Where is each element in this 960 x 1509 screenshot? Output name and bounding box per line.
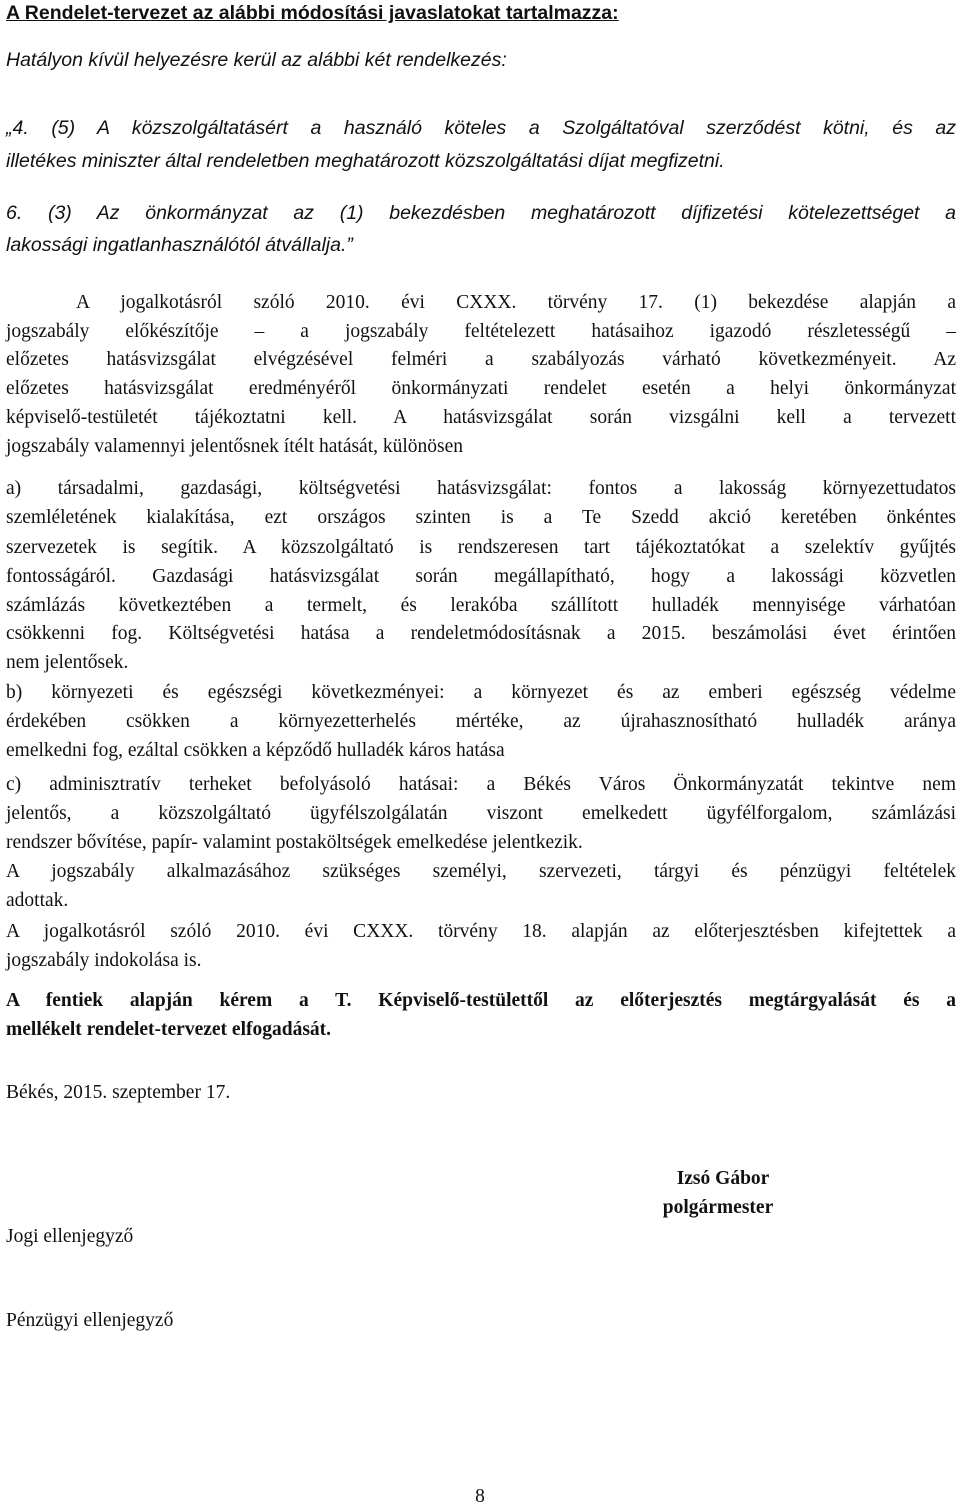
text-line: illetékes miniszter által rendeletben meghatározott közszolgáltatási díjat megfizetni.	[6, 150, 725, 172]
signer-name: Izsó Gábor	[676, 1168, 770, 1189]
text-line: A jogszabály alkalmazásához szükséges személyi, szervezeti, tárgyi és pénzügyi feltételek	[6, 861, 956, 882]
text-line: előzetes hatásvizsgálat elvégzésével felméri a szabályozás várható következményeit. Az	[6, 349, 956, 370]
text-line: fontosságáról. Gazdasági hatásvizsgálat során megállapítható, hogy a lakossági közvetlen	[6, 566, 956, 587]
text-line: jogszabály indokolása is.	[6, 950, 202, 971]
text-line: lakossági ingatlanhasználótól átvállalja.”	[6, 234, 353, 256]
financial-countersign-label: Pénzügyi ellenjegyző	[6, 1310, 174, 1331]
text-line: érdekében csökken a környezetterhelés mértéke, az újrahasznosítható hulladék aránya	[6, 711, 956, 732]
legal-countersign-label: Jogi ellenjegyző	[6, 1226, 134, 1247]
text-line: b) környezeti és egészségi következményei: a környezet és az emberi egészség védelme	[6, 682, 956, 703]
text-line: a) társadalmi, gazdasági, költségvetési hatásvizsgálat: fontos a lakosság környezettudatos	[6, 478, 956, 499]
text-line: c) adminisztratív terheket befolyásoló hatásai: a Békés Város Önkormányzatát tekintve nem	[6, 774, 956, 795]
document-date: Békés, 2015. szeptember 17.	[6, 1082, 231, 1103]
text-line: szervezetek is segítik. A közszolgáltató is rendszeresen tart tájékoztatókat a szelektív gyűjtés	[6, 537, 956, 558]
text-line: A fentiek alapján kérem a T. Képviselő-testülettől az előterjesztés megtárgyalását és a	[6, 990, 956, 1011]
intro-text: Hatályon kívül helyezésre kerül az alábbi két rendelkezés:	[6, 49, 507, 71]
section-heading: A Rendelet-tervezet az alábbi módosítási javaslatokat tartalmazza:	[6, 2, 619, 24]
text-line: előzetes hatásvizsgálat eredményéről önkormányzati rendelet esetén a helyi önkormányzat	[6, 378, 956, 399]
text-line: jogszabály valamennyi jelentősnek ítélt hatását, különösen	[6, 436, 464, 457]
text-line: szemléletének kialakítása, ezt országos szinten is a Te Szedd akció keretében önkéntes	[6, 507, 956, 528]
text-line: A jogalkotásról szóló 2010. évi CXXX. törvény 17. (1) bekezdése alapján a	[76, 292, 956, 313]
text-line: „4. (5) A közszolgáltatásért a használó köteles a Szolgáltatóval szerződést kötni, és az	[6, 117, 956, 139]
text-line: mellékelt rendelet-tervezet elfogadását.	[6, 1019, 332, 1040]
text-line: rendszer bővítése, papír- valamint postaköltségek emelkedése jelentkezik.	[6, 832, 583, 853]
text-line: számlázás következtében a termelt, és lerakóba szállított hulladék mennyisége várhatóan	[6, 595, 956, 616]
text-line: jogszabály előkészítője – a jogszabály feltételezett hatásaihoz igazodó részletességű –	[6, 321, 956, 342]
text-line: emelkedni fog, ezáltal csökken a képződő hulladék káros hatása	[6, 740, 505, 761]
text-line: képviselő-testületét tájékoztatni kell. A hatásvizsgálat során vizsgálni kell a tervezett	[6, 407, 956, 428]
page-number: 8	[475, 1486, 485, 1507]
text-line: jelentős, a közszolgáltató ügyfélszolgálatán viszont emelkedett ügyfélforgalom, számlázási	[6, 803, 956, 824]
text-line: A jogalkotásról szóló 2010. évi CXXX. törvény 18. alapján az előterjesztésben kifejtettek a	[6, 921, 956, 942]
text-line: 6. (3) Az önkormányzat az (1) bekezdésben meghatározott díjfizetési kötelezettséget a	[6, 202, 956, 224]
text-line: nem jelentősek.	[6, 652, 129, 673]
text-line: csökkenni fog. Költségvetési hatása a rendeletmódosításnak a 2015. beszámolási évet érintően	[6, 623, 956, 644]
signer-title: polgármester	[662, 1197, 774, 1218]
text-line: adottak.	[6, 890, 69, 911]
